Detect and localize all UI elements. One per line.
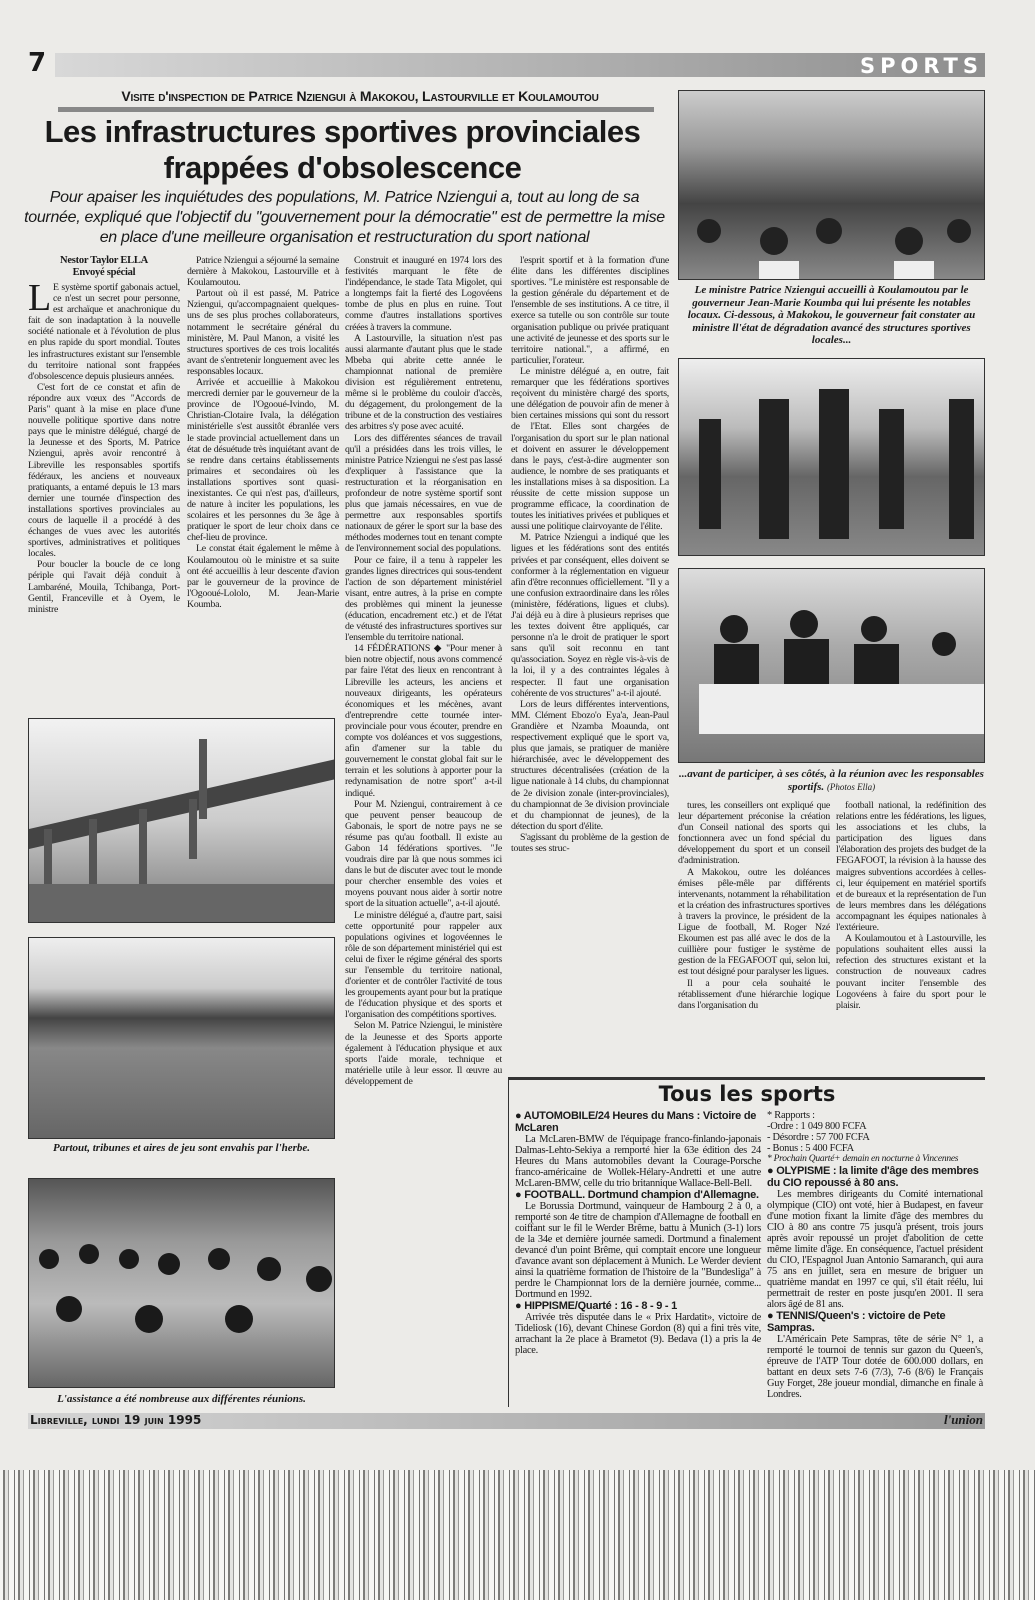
paragraph: Le ministre délégué a, d'autre part, saisi cette opportunité pour rappeler aux populations ogivines et logovéennes le rôle de son département ministériel qui est celui de fixer le régime général des sports sur l'ensemble du territoire national, d'orienter et de contrôler l'activité de tous les groupements ayant pour but la pratique de l'éducation physique et des sports et l'organisation des compétitions sportives. <box>345 909 502 1021</box>
footer-dateline: Libreville, lundi 19 juin 1995 <box>30 1413 202 1427</box>
paragraph: Pour ce faire, il a tenu à rappeler les grandes lignes directrices qui sous-tendent l'action de son département ministériel visant, entre autres, à la prise en compte des problèmes qui minent la jeunesse (éducation, encadrement etc.) et de l'état de vétusté des infrastructures sportives sur l'ensemble du territoire national. <box>345 554 502 644</box>
brief-text: - Bonus : 5 400 FCFA <box>767 1143 854 1154</box>
brief-heading: ● FOOTBALL. Dortmund champion d'Allemagne. <box>515 1189 759 1201</box>
article-title: Les infrastructures sportives provinciales frappées d'obsolescence <box>44 114 641 185</box>
photo-field <box>28 937 335 1139</box>
caption-meeting <box>678 768 985 793</box>
brief-heading: ● HIPPISME/Quarté : 16 - 8 - 9 - 1 <box>515 1300 677 1312</box>
paragraph: 14 FÉDÉRATIONS ◆ "Pour mener à bien notre objectif, nous avons commencé par faire l'état des lieux en rencontrant à Libreville les acteurs, les anciens et nouveaux dirigeants, les opérateurs économiques et les mécènes, avant d'entreprendre cette tournée inter-provinciale pour vous écouter, prendre en compte vos doléances et vos suggestions, afin d'amener sur la table du gouvernement le constat global fait sur le terrain et les solutions à apporter pour la redynamisation de notre sport" a-t-il indiqué. <box>345 643 502 799</box>
drop-cap: L <box>28 277 51 319</box>
brief-heading: ● TENNIS/Queen's : victoire de Pete Sampras. <box>767 1310 946 1334</box>
brief-text: La McLaren-BMW de l'équipage franco-finlando-japonais Dalmas-Lehto-Sekiya a remporté hier la 63e édition des 24 Heures du Mans automobiles devant la Courage-Porsche franco-américaine de Wollek-Hélary-Andretti et une autre McLaren-BMW, celle du trio britannique Wallace-Bell-Bell. <box>515 1134 761 1189</box>
briefs-column-1 <box>515 1110 761 1356</box>
paragraph: Pour M. Nziengui, contrairement à ce que peuvent penser beaucoup de Gabonais, le sport de notre pays ne se résume pas qu'au football. Il existe au Gabon 14 fédérations sportives. "Je voudrais dire par là que nous sommes ici dans le but de discuter avec tout le monde pour chercher ensemble des voies et moyens pouvant nous aider à sortir notre sport de la situation actuelle", a-t-il ajouté. <box>345 798 502 910</box>
section-banner <box>55 53 985 77</box>
paragraph: Construit et inauguré en 1974 lors des festivités marquant le fête de l'indépendance, le stade Tata Migolet, qui a longtemps fait la fierté des Logovéens tombe de plus en plus en ruine. Tout comme d'autres installations sportives créées à travers la commune. <box>345 255 502 333</box>
photo-inspection <box>678 358 985 556</box>
section-label: SPORTS <box>859 54 983 78</box>
paragraph: S'agissant du problème de la gestion de toutes ses struc- <box>511 831 669 854</box>
paragraph: Lors des différentes séances de travail qu'il a présidées dans les trois villes, le ministre Patrice Nziengui ne s'est pas lassé d'expliquer à l'assistance que la restructuration et la réorganisation en profondeur de notre système sportif sont plus que jamais nécessaires, en vue de permettre aux responsables sportifs nationaux de gérer le sport sur la base des méthodes modernes tout en tenant compte de l'environnement social des populations. <box>345 432 502 555</box>
paragraph: l'esprit sportif et à la formation d'une élite dans les différentes disciplines sportives. "Le ministère est responsable de la gestion générale du département et de l'ensemble de ses institutions. A ce titre, il exerce sa tutelle ou son contrôle sur toute organisation publique ou privée pratiquant une activité de jeunesse et des sports sur le territoire national.", a affirmé, en particulier, l'orateur. <box>511 255 669 366</box>
brief-text: Arrivée très disputée dans le « Prix Hardatit», victoire de Tideliosk (16), devant Chinese Gordon (8) qui a fini très vite, arrachant la 2e place à Brametot (9). Bedava (1) a pris la 4e place. <box>515 1312 761 1356</box>
paragraph: A Lastourville, la situation n'est pas aussi alarmante d'autant plus que le stade Mbeba qui abrite cette année le championnat national de première division est régulièrement entretenu, même si le problème du couloir d'accès, du dégagement, du prolongement de la tribune et de la construction des vestiaires des arbitres s'y pose avec acuité. <box>345 332 502 433</box>
briefs-column-2 <box>767 1110 983 1400</box>
brief-heading: ● OLYPISME : la limite d'âge des membres du CIO repoussé à 80 ans. <box>767 1165 979 1189</box>
photo-meeting <box>678 568 985 763</box>
paragraph: tures, les conseillers ont expliqué que leur département préconise la création d'un Conseil national des sports qui fonctionnera avec un fond spécial du développement du sport et un conseil d'administration. <box>678 800 830 867</box>
paragraph: Pour boucler la boucle de ce long périple qui l'avait déjà conduit à Lambaréné, Mouila, Tchibanga, Port-Gentil, Franceville et à Oyem, le ministre <box>28 559 180 615</box>
brief-heading: ● AUTOMOBILE/24 Heures du Mans : Victoire de McLaren <box>515 1110 757 1134</box>
brief-text: -Ordre : 1 049 800 FCFA <box>767 1121 867 1132</box>
article-column-3 <box>345 255 502 1407</box>
brief-text: * Rapports : <box>767 1110 815 1121</box>
paragraph: Le ministre délégué a, en outre, fait remarquer que les fédérations sportives reçoivent du ministère chargé des sports, une délégation de pouvoir afin de mener à bien certaines missions qui sont du ressort de l'Etat. Elles sont chargées de l'organisation du sport sur le plan national et doivent en assurer le développement dans le pays, c'est-à-dire augmenter son audience, le nombre de ses pratiquants et les installations mises à sa disposition. La réussite de cette mission suppose un programme efficace, la coordination de toutes les initiatives privées et publiques et aussi une politique clairvoyante de l'élite. <box>511 365 669 533</box>
caption-grass: Partout, tribunes et aires de jeu sont envahis par l'herbe. <box>53 1142 310 1154</box>
paragraph: Patrice Nziengui a séjourné la semaine dernière à Makokou, Lastourville et à Koulamoutou. <box>187 255 339 289</box>
caption-welcome: Le ministre Patrice Nziengui accueilli à Koulamoutou par le gouverneur Jean-Marie Koumba qui lui présente les notables locaux. Ci-dessous, à Makokou, le gouverneur fait constater au ministre ll'état de dégradation avancé des structures sportives locales... <box>687 284 976 346</box>
author-role: Envoyé spécial <box>72 267 136 278</box>
paragraph: Partout où il est passé, M. Patrice Nziengui, qu'accompagnaient quelques-uns de ses plus proches collaborateurs, notamment le secrétaire général du ministère, M. Paul Manon, a visité les structures sportives de ces trois localités avant de s'entretenir longuement avec les responsables locaux. <box>187 288 339 377</box>
article-column-5 <box>678 800 830 1073</box>
article-column-6 <box>836 800 986 1073</box>
caption-meeting-text: ...avant de participer, à ses côtés, à la réunion avec les responsables sportifs. <box>679 768 984 793</box>
paragraph: Selon M. Patrice Nziengui, le ministère de la Jeunesse et des Sports apporte également à l'éducation physique et aux sports l'aide morale, technique et matérielle utile à leur essor. Il œuvre au développement de <box>345 1020 502 1087</box>
paragraph: C'est fort de ce constat et afin de répondre aux vœux des "Accords de Paris" quant à la mise en place d'une nouvelle politique sportive dans notre pays que le ministre délégué, chargé de la Jeunesse et des Sports, M. Patrice Nziengui, après avoir rencontré à Libreville les responsables sportifs fédéraux, les anciens et nouveaux pratiquants, a entamé depuis le 13 mars dernier une tournée d'inspection des installations sportives provinciales au cours de laquelle il a procédé à des échanges de vues avec les autorités sportives, administratives et politiques locales. <box>28 381 180 560</box>
photo-audience <box>28 1178 335 1388</box>
article-kicker: Visite d'inspection de Patrice Nziengui à Makokou, Lastourville et Koulamoutou <box>121 88 599 104</box>
caption-audience: L'assistance a été nombreuse aux différentes réunions. <box>57 1393 306 1405</box>
page-number: 7 <box>28 48 47 78</box>
article-column-2 <box>187 255 339 707</box>
article-column-1 <box>28 255 180 707</box>
paragraph: A Koulamoutou et à Lastourville, les populations souhaitent elles aussi la refection des structures existant et la construction de nouveaux cadres pouvant inciter l'ensemble des Logovéens à faire du sport pour le plaisir. <box>836 933 986 1011</box>
photo-stadium <box>28 718 335 923</box>
paragraph: Le constat était également le même à Koulamoutou où le ministre et sa suite ont été accueillis à leur descente d'avion par le gouverneur de la province de l'Ogooué-Lololo, M. Jean-Marie Koumba. <box>187 543 339 610</box>
brief-text: * Prochain Quarté+ demain en nocturne à Vincennes <box>767 1154 959 1164</box>
brief-text: Les membres dirigeants du Comité international olympique (CIO) ont voté, hier à Budapest, en faveur d'une motion fixant la limite d'âge des membres du CIO à 80 ans contre 75 jusqu'à présent, trois jours après avoir repoussé un projet d'abolition de cette même limite d'âge. En conséquence, l'actuel président du CIO, l'Espagnol Juan Antonio Samaranch, qui aura 75 ans en juillet, sera en mesure de briguer un quatrième mandat en 1997 ce qui, s'il était réélu, lui permettrait de rester en poste jusqu'en 2001. Il sera alors âgé de 81 ans. <box>767 1189 983 1310</box>
paragraph: M. Patrice Nziengui a indiqué que les ligues et les fédérations sont des entités privées et par conséquent, elles doivent se conformer à la réglementation en vigueur afin d'être reconnues officiellement. "Il y a une confusion extraordinaire dans les rôles (ministère, fédérations, ligues et clubs). J'ai déjà eu à dire à plusieurs reprises que les textes doivent être appliqués, car personne n'a le droit de pratiquer le sport sans qu'il soit reconnu en tant qu'association. Soyez en règle vis-à-vis de la loi, il y a des contraintes légales à respecter. Il faut une organisation cohérente de vos structures" a-t-il ajouté. <box>511 532 669 699</box>
brief-text: L'Américain Pete Sampras, tête de série N° 1, a remporté le tournoi de tennis sur gazon du Queen's, épreuve de l'ATP Tour dotée de 600.000 dollars, en battant en deux sets 7-6 (7/3), 7-6 (8/6) le Français Guy Forget, 28e joueur mondial, dimanche en finale à Londres. <box>767 1334 983 1400</box>
paragraph: A Makokou, outre les doléances émises pêle-mêle par différents intervenants, notamment la réhabilitation et la création des infrastructures sportives à travers la province, le président de la Ligue de football, M. Roger Nzé Ekoumen est pas allé avec le dos de la cuillière pour fustiger le système de gestion de la FEGAFOOT qui, selon lui, est tout désigné pour paralyser les ligues. <box>678 866 830 978</box>
paragraph: Arrivée et accueillie à Makokou mercredi dernier par le gouverneur de la province de l'Ogooué-Ivindo, M. Christian-Clotaire Ivala, la délégation ministérielle s'est aussitôt ébranlée vers le stade provincial actuellement dans un état de désuétude très inquiétant avant de se rendre dans certains établissements primaires et secondaires où les installations sportives sont quasi-inexistantes. Ce qui n'est pas, d'ailleurs, de nature à inciter les populations, les scolaires et les personnes du 3e âge à pratiquer le sport de leur choix dans ce chef-lieu de province. <box>187 377 339 544</box>
article-column-4 <box>511 255 669 1073</box>
sports-briefs-box <box>508 1077 985 1407</box>
brief-text: Le Borussia Dortmund, vainqueur de Hambourg 2 à 0, a remporté son 4e titre de champion d'Allemagne de football en coiffant sur le fil le Werder Brême, battu à Munich (3-1) lors de la 34e et dernière journée samedi. Dortmund a finalement devancé d'un point Brême, qui comptait encore une longueur d'avance avant son déplacement à Munich. Le Werder devient ainsi la quatrième formation de l'histoire de la "Bundesliga" à perdre le Championnat lors de la dernière journée, comme... Dortmund en 1992. <box>515 1201 761 1300</box>
briefs-title: Tous les sports <box>658 1082 836 1106</box>
article-deck: Pour apaiser les inquiétudes des populations, M. Patrice Nziengui a, tout au long de sa tournée, expliqué que l'objectif du "gouvernement pour la démocratie" est de permettre la mise en place d'une meilleure organisation et restructuration du sport national <box>24 189 665 246</box>
photo-credit: (Photos Ella) <box>826 781 876 792</box>
paragraph: Il a pour cela souhaité le rétablissement d'une hiérarchie logique dans l'organisation du <box>678 977 830 1011</box>
photo-welcome <box>678 90 985 280</box>
paragraph: E système sportif gabonais actuel, ce n'est un secret pour personne, est archaïque et anachronique du fait de son inadaptation à la nouvelle société nationale et à l'évolution de plus en plus rapide du sport mondial. Toutes les infrastructures existant sur l'ensemble du territoire national sont frappées d'obsolescence depuis plusieurs années. <box>28 282 180 382</box>
kicker-rule <box>58 107 654 112</box>
brief-text: - Désordre : 57 700 FCFA <box>767 1132 870 1143</box>
newspaper-brand: l'union <box>943 1412 983 1427</box>
paragraph: Lors de leurs différentes interventions, MM. Clément Ebozo'o Eya'a, Jean-Paul Grandière et Nzamba Moaunda, ont respectivement expliqué que le sport va, plus que jamais, se pratiquer de manière hiérarchisée, avec le développement des structures décentralisées (création de la ligue nationale à 14 clubs, du championnat de 2e division zonale (inter-provinciales), du championnat de 3e division provinciale et du championnat de jeunes), de la détection du sport d'élite. <box>511 698 669 832</box>
author: Nestor Taylor ELLA <box>60 255 148 266</box>
scan-artifact <box>0 1470 1035 1600</box>
paragraph: football national, la redéfinition des relations entre les fédérations, les ligues, les associations et les clubs, la participation des ligues dans l'élaboration des projets des budget de la FEGAFOOT, la révision à la hausse des maigres subventions accordées à celles-ci, leur équipement en matériel sportifs et de bureaux et la représentation de l'un de leurs membres dans les délégations accompagnant les équipes nationales à l'extérieure. <box>836 800 986 934</box>
